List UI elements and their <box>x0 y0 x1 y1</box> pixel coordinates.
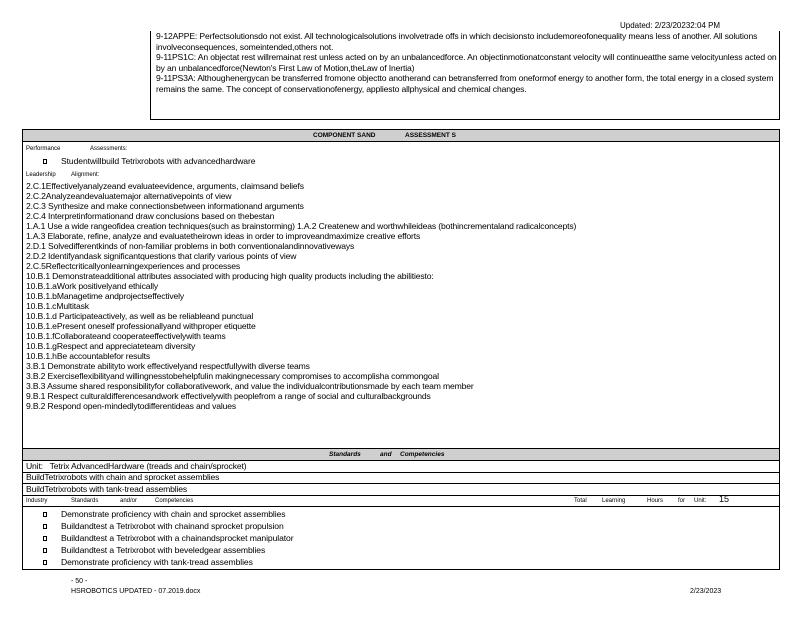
list-item: 10.B.1.bManagetime andprojectseffectively <box>26 291 185 301</box>
list-item: 2.C.5Reflectcriticallyonlearningexperiences and processes <box>26 261 241 271</box>
list-item: Demonstrate proficiency with tank-tread assemblies <box>43 557 294 567</box>
list-item: 10.B.1.d Participateactively, as well as be reliableand punctual <box>26 311 254 321</box>
list-item: 10.B.1.hBe accountablefor results <box>26 351 151 361</box>
page-number: - 50 - <box>71 578 88 585</box>
components-header-left: COMPONENT SAND <box>313 132 376 139</box>
list-item: 2.C.2Analyzeandevaluatemajor alternativepoints of view <box>26 191 232 201</box>
bullet-icon <box>43 548 47 553</box>
unit-title: Tetrix AdvancedHardware (treads and chain/sprocket) <box>49 461 247 471</box>
list-item: Buildandtest a Tetrixrobot with chainand sprocket propulsion <box>43 521 294 531</box>
list-item: 1.A.3 Elaborate, refine, analyze and evaluatetheirown ideas in order to improveandmaximize creative efforts <box>26 231 421 241</box>
performance-item: Studentwillbuild Tetrixrobots with advancedhardware <box>43 156 255 166</box>
bullet-icon <box>43 159 47 164</box>
list-item: 9.B.1 Respect culturaldifferencesandwork effectivelywith peoplefrom a range of social and culturalbackgrounds <box>26 391 431 401</box>
bullet-icon <box>43 560 47 565</box>
list-item: 10.B.1.fCollaborateand cooperateeffectivelywith teams <box>26 331 226 341</box>
learning-label: Learning <box>602 498 626 504</box>
andor-label: and/or <box>120 498 138 504</box>
divider <box>23 506 779 507</box>
list-item: Demonstrate proficiency with chain and sprocket assemblies <box>43 509 294 519</box>
bullet-icon <box>43 512 47 517</box>
footer-date: 2/23/2023 <box>690 588 722 595</box>
list-item: 2.C.4 Interpretinformationand draw conclusions based on thebestan <box>26 211 275 221</box>
list-item: 3.B.1 Demonstrate abilityto work effectivelyand respectfullywith diverse teams <box>26 361 310 371</box>
paragraph-ps1c: 9-11PS1C: An objectat rest willremainat rest unless acted on by an unbalancedforce. An objectinmotionatconstant velocity will continueatthe same velocityunless acted on by an unbalancedforce(Newton's First Law of Motion,theLaw of Inertia) <box>156 52 777 73</box>
standards-header-bar <box>23 448 779 461</box>
performance-label: Performance <box>26 146 61 152</box>
paragraph-appe: 9-12APPE: Perfectsolutionsdo not exist. All technologicalsolutions involvetrade offs in which decisionsto includemoreofonequality means less of another. All solutions involveconsequences, someintended,others not. <box>156 31 758 52</box>
unit-build-1: BuildTetrixrobots with chain and sprocket assemblies <box>26 472 220 482</box>
list-item: 9.B.2 Respond open-mindedlytodifferentideas and values <box>26 401 237 411</box>
divider <box>23 495 779 496</box>
list-item: 10.B.1.gRespect and appreciateteam diversity <box>26 341 196 351</box>
list-item: 2.C.3 Synthesize and make connectionsbetween informationand arguments <box>26 201 304 211</box>
list-item: 10.B.1.ePresent oneself professionallyand withproper etiquette <box>26 321 256 331</box>
unit-label: Unit: <box>26 461 43 471</box>
list-item: 1.A.1 Use a wide rangeofidea creation techniques(such as brainstorming) 1.A.2 Createnew and worthwhileideas (bothincrementaland radicalconcepts) <box>26 221 577 231</box>
unit-hours-label: Unit: <box>694 498 707 504</box>
components-assessments-table <box>22 129 780 570</box>
competencies-label: Competencies <box>155 498 194 504</box>
list-item: Buildandtest a Tetrixrobot with beveledgear assemblies <box>43 545 294 555</box>
list-item: 10.B.1 Demonstrateadditional attributes associated with producing high quality products including the abilitiesto: <box>26 271 434 281</box>
industry-label: Industry <box>26 498 48 504</box>
list-item: 2.C.1Effectivelyanalyzeand evaluateevidence, arguments, claimsand beliefs <box>26 181 304 191</box>
list-item: 3.B.3 Assume shared responsibilityfor collaborativework, and value the individualcontributionsmade by each team member <box>26 381 474 391</box>
list-item: 3.B.2 Exerciseflexibilityand willingnesstobehelpfulin makingnecessary compromises to accomplisha commongoal <box>26 371 439 381</box>
list-item: 2.D.1 Solvedifferentkinds of non-familiar problems in both conventionalandinnovativeways <box>26 241 355 251</box>
footer-filename: HSROBOTICS UPDATED - 07.2019.docx <box>71 588 201 595</box>
for-label: for <box>678 498 686 504</box>
standards-text-box <box>150 31 780 120</box>
unit-row <box>26 461 246 471</box>
assessments-label: Assessments: <box>90 146 128 152</box>
list-item: 10.B.1.cMultitask <box>26 301 89 311</box>
standards-label: Standards <box>71 498 99 504</box>
updated-timestamp: Updated: 2/23/20232:04 PM <box>620 21 721 30</box>
standards-header-mid: and <box>380 451 392 458</box>
leadership-list <box>26 181 576 411</box>
components-header-bar <box>23 130 779 142</box>
list-item: 10.B.1.aWork positivelyand ethically <box>26 281 159 291</box>
paragraph-ps3a: 9-11PS3A: Althoughenergycan be transferred fromone objectto anotherand can betransferred from oneformof energy to another form, the total energy in a closed system remains the same. The concept of conservationofenergy, appliesto allphysical and chemical changes. <box>156 73 774 94</box>
list-item: Buildandtest a Tetrixrobot with a chainandsprocket manipulator <box>43 533 294 543</box>
alignment-label: Alignment: <box>71 172 100 178</box>
total-label: Total <box>574 498 587 504</box>
unit-build-2: BuildTetrixrobots with tank-tread assemblies <box>26 484 188 494</box>
hours-label: Hours <box>647 498 664 504</box>
standards-header-left: Standards <box>329 451 361 458</box>
standards-header-right: Competencies <box>400 451 445 458</box>
components-header-right: ASSESSMENT S <box>405 132 456 139</box>
leadership-label: Leadership <box>26 172 56 178</box>
bullet-icon <box>43 536 47 541</box>
bullet-icon <box>43 524 47 529</box>
list-item: 2.D.2 Identifyandask significantquestions that clarify various points of view <box>26 251 297 261</box>
competencies-list <box>43 509 294 567</box>
unit-hours-value: 15 <box>719 494 730 504</box>
